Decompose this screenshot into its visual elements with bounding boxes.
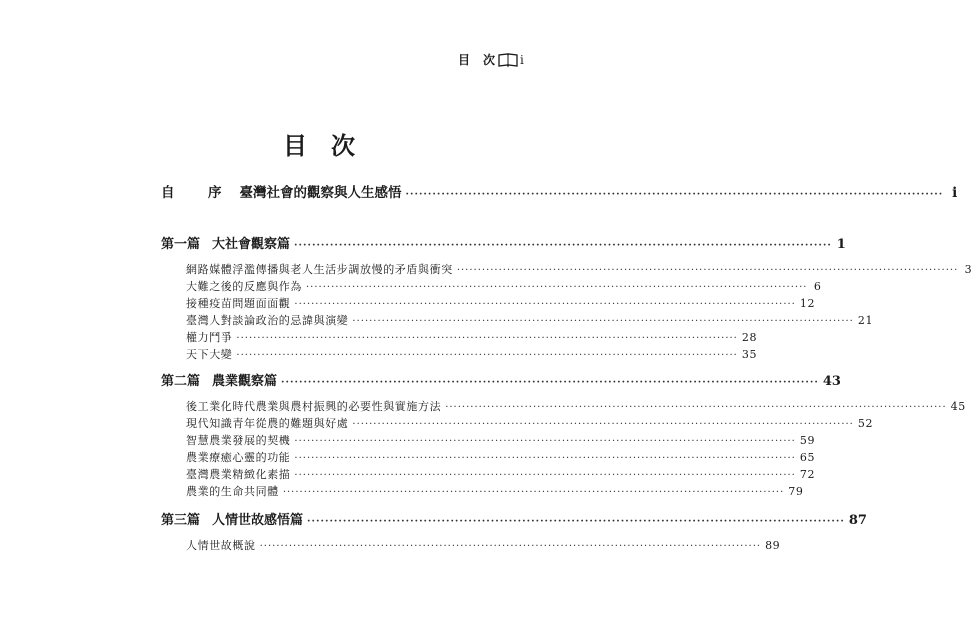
item-title: 臺灣人對談論政治的忌諱與演變 bbox=[186, 314, 349, 327]
toc-item[interactable] bbox=[186, 432, 816, 448]
item-page: 21 bbox=[857, 314, 874, 327]
item-title: 人情世故概說 bbox=[186, 539, 256, 552]
item-page: 6 bbox=[813, 280, 822, 293]
dot-leader: ························································································································ bbox=[294, 453, 796, 464]
running-head-title-a: 目 bbox=[458, 53, 472, 67]
dot-leader: ························································································································ bbox=[236, 333, 738, 344]
toc-part-1[interactable] bbox=[161, 233, 846, 252]
preface-title: 臺灣社會的觀察與人生感悟 bbox=[239, 185, 402, 201]
item-page: 89 bbox=[765, 539, 781, 552]
page-title-b: 次 bbox=[331, 131, 357, 160]
item-page: 28 bbox=[741, 331, 758, 344]
part-number: 第一篇 bbox=[161, 237, 201, 252]
part-page: 43 bbox=[822, 374, 841, 389]
dot-leader: ························································································································ bbox=[294, 470, 796, 481]
toc-preface[interactable] bbox=[161, 181, 958, 201]
item-title: 智慧農業發展的契機 bbox=[186, 434, 291, 447]
item-title: 農業的生命共同體 bbox=[186, 485, 279, 498]
toc-item[interactable] bbox=[186, 295, 816, 311]
dot-leader: ························································································································ bbox=[294, 436, 796, 447]
item-page: 45 bbox=[950, 400, 966, 413]
part-page: 87 bbox=[848, 513, 867, 528]
item-title: 現代知識青年從農的難題與好處 bbox=[186, 417, 349, 430]
running-head-page: i bbox=[520, 52, 525, 67]
item-title: 接種疫苗問題面面觀 bbox=[186, 297, 291, 310]
dot-leader: ························································································································ bbox=[307, 516, 845, 527]
dot-leader: ························································································································ bbox=[282, 487, 785, 498]
item-title: 農業療癒心靈的功能 bbox=[186, 451, 291, 464]
toc-item[interactable] bbox=[186, 312, 874, 328]
dot-leader: ························································································································ bbox=[352, 316, 854, 327]
dot-leader: ························································································································ bbox=[405, 189, 944, 200]
toc-item[interactable] bbox=[186, 329, 758, 345]
dot-leader: ························································································································ bbox=[456, 265, 959, 276]
item-page: 65 bbox=[799, 451, 816, 464]
item-page: 59 bbox=[799, 434, 816, 447]
item-title: 大難之後的反應與作為 bbox=[186, 280, 302, 293]
dot-leader: ························································································································ bbox=[445, 402, 947, 413]
toc-item[interactable] bbox=[186, 466, 816, 482]
toc-part-2[interactable] bbox=[161, 370, 841, 389]
dot-leader: ························································································································ bbox=[294, 299, 796, 310]
item-title: 權力鬥爭 bbox=[186, 331, 233, 344]
part-number: 第三篇 bbox=[161, 513, 201, 528]
item-page: 79 bbox=[788, 485, 804, 498]
item-title: 天下大變 bbox=[186, 348, 233, 361]
item-page: 72 bbox=[799, 468, 816, 481]
toc-item[interactable] bbox=[186, 483, 804, 499]
open-book-icon bbox=[498, 53, 518, 67]
item-page: 52 bbox=[857, 417, 874, 430]
part-title: 人情世故感悟篇 bbox=[212, 513, 304, 528]
preface-label: 自 序 bbox=[161, 185, 232, 201]
item-page: 12 bbox=[799, 297, 816, 310]
toc-item[interactable] bbox=[186, 278, 822, 294]
page-title bbox=[0, 126, 640, 161]
toc-item[interactable] bbox=[186, 346, 758, 362]
item-title: 後工業化時代農業與農村振興的必要性與實施方法 bbox=[186, 400, 442, 413]
toc-item[interactable] bbox=[186, 261, 972, 277]
toc-item[interactable] bbox=[186, 415, 874, 431]
item-title: 臺灣農業精緻化素描 bbox=[186, 468, 291, 481]
part-title: 農業觀察篇 bbox=[212, 374, 278, 389]
dot-leader: ························································································································ bbox=[294, 240, 832, 251]
part-title: 大社會觀察篇 bbox=[212, 237, 291, 252]
dot-leader: ························································································································ bbox=[259, 541, 762, 552]
toc-item[interactable] bbox=[186, 537, 781, 553]
dot-leader: ························································································································ bbox=[306, 282, 808, 293]
item-title: 網路媒體浮濫傳播與老人生活步調放慢的矛盾與衝突 bbox=[186, 263, 453, 276]
dot-leader: ························································································································ bbox=[281, 377, 819, 388]
dot-leader: ························································································································ bbox=[236, 350, 738, 361]
item-page: 3 bbox=[964, 263, 972, 276]
item-page: 35 bbox=[741, 348, 758, 361]
part-number: 第二篇 bbox=[161, 374, 201, 389]
preface-page: i bbox=[952, 185, 958, 201]
dot-leader: ························································································································ bbox=[352, 419, 854, 430]
part-page: 1 bbox=[836, 237, 846, 252]
running-head-title-b: 次 bbox=[483, 53, 497, 67]
toc-item[interactable] bbox=[186, 449, 816, 465]
page-title-a: 目 bbox=[283, 131, 309, 160]
toc-item[interactable] bbox=[186, 398, 966, 414]
toc-part-3[interactable] bbox=[161, 509, 867, 528]
running-head bbox=[458, 51, 525, 68]
